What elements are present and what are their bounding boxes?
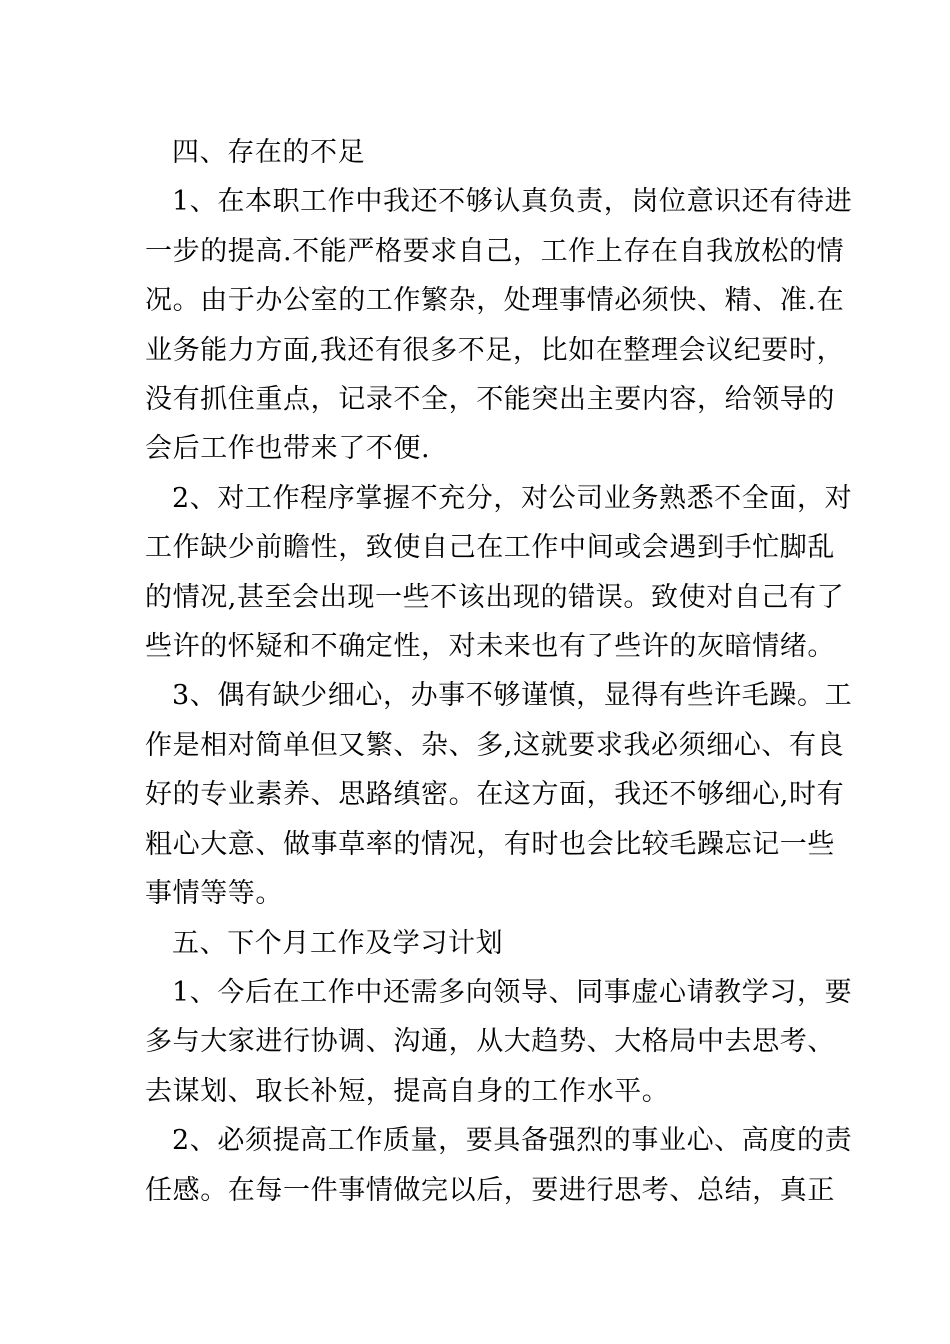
text-line: 业务能力方面,我还有很多不足，比如在整理会议纪要时， (145, 334, 845, 366)
paragraph (145, 177, 853, 473)
text-line: 2、对工作程序掌握不充分，对公司业务熟悉不全面，对 (172, 482, 853, 514)
text-line: 五、下个月工作及学习计划 (172, 927, 504, 959)
text-line: 2、必须提高工作质量，要具备强烈的事业心、高度的责 (172, 1125, 853, 1157)
text-line: 多与大家进行协调、沟通，从大趋势、大格局中去思考、 (145, 1026, 835, 1058)
paragraph (145, 919, 810, 968)
paragraph (145, 671, 853, 918)
paragraph (145, 1116, 853, 1215)
text-line: 会后工作也带来了不便. (145, 433, 431, 465)
text-line: 作是相对简单但又繁、杂、多,这就要求我必须细心、有良 (145, 729, 845, 761)
text-line: 1、今后在工作中还需多向领导、同事虚心请教学习，要 (172, 976, 853, 1008)
text-line: 3、偶有缺少细心，办事不够谨慎，显得有些许毛躁。工 (172, 680, 853, 712)
document-body (145, 128, 853, 1215)
text-line: 好的专业素养、思路缜密。在这方面，我还不够细心,时有 (145, 779, 845, 811)
text-line: 任感。在每一件事情做完以后，要进行思考、总结，真正 (145, 1174, 835, 1206)
text-line: 四、存在的不足 (172, 137, 366, 168)
text-line: 事情等等。 (145, 878, 283, 910)
paragraph (145, 128, 810, 177)
paragraph (145, 968, 853, 1116)
text-line: 1、在本职工作中我还不够认真负责，岗位意识还有待进 (172, 186, 853, 218)
text-line: 的情况,甚至会出现一些不该出现的错误。致使对自己有了 (145, 581, 845, 613)
text-line: 去谋划、取长补短，提高自身的工作水平。 (145, 1075, 670, 1107)
text-line: 况。由于办公室的工作繁杂，处理事情必须快、精、准.在 (145, 285, 845, 317)
text-line: 一步的提高.不能严格要求自己，工作上存在自我放松的情 (145, 235, 845, 267)
text-line: 些许的怀疑和不确定性，对未来也有了些许的灰暗情绪。 (145, 631, 835, 663)
text-line: 工作缺少前瞻性，致使自己在工作中间或会遇到手忙脚乱 (145, 532, 835, 564)
text-line: 没有抓住重点，记录不全，不能突出主要内容，给领导的 (145, 384, 835, 416)
text-line: 粗心大意、做事草率的情况，有时也会比较毛躁忘记一些 (145, 828, 835, 860)
paragraph (145, 474, 853, 672)
